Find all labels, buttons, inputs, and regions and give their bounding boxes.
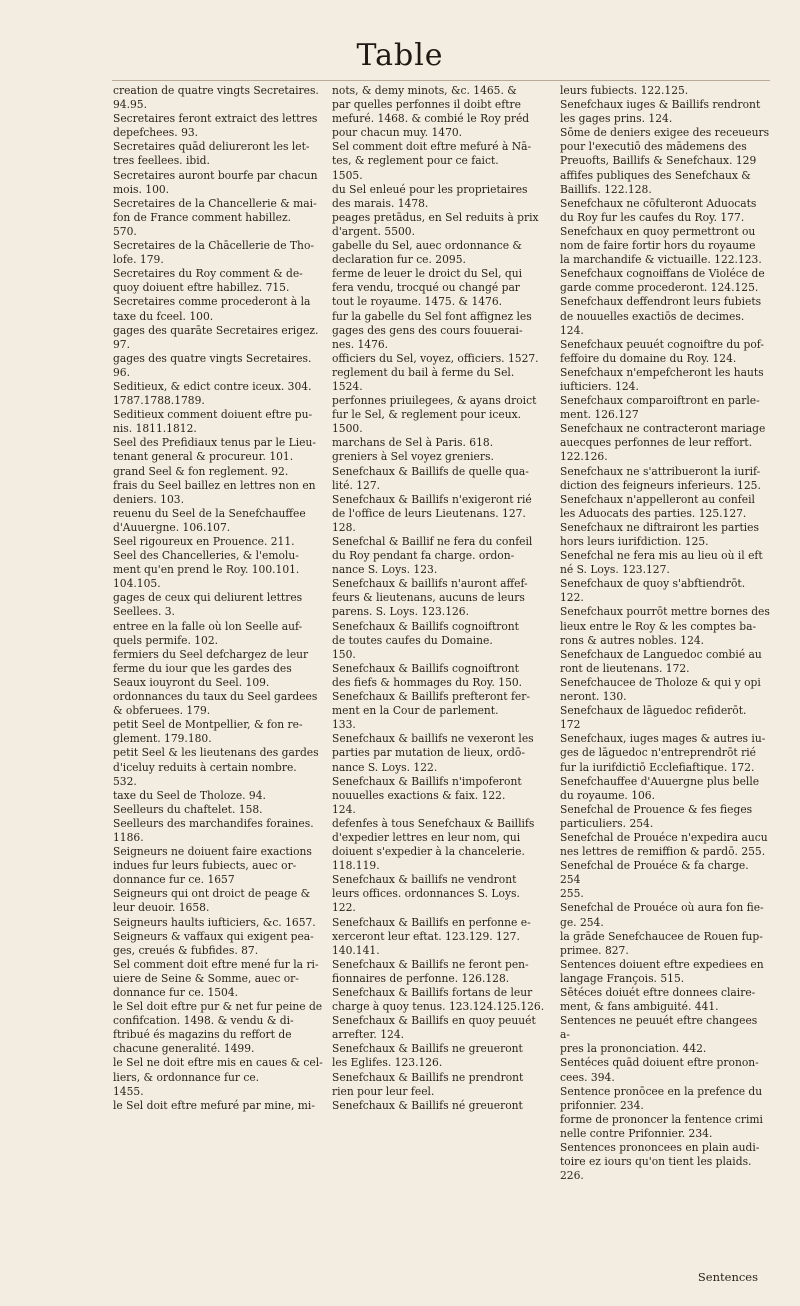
- index-entry-line: Seigneurs & vaffaux qui exigent pea-: [113, 929, 314, 943]
- index-entry-line: nelle contre Prifonnier. 234.: [560, 1126, 713, 1140]
- index-entry-line: Senefchaux & baillifs n'auront affef-: [332, 577, 528, 591]
- index-entry-line: Senefchaux comparoiftront en parle-: [560, 394, 760, 408]
- index-entry-line: Seigneurs qui ont droict de peage &: [113, 887, 311, 901]
- index-entry-line: toire ez iours qu'on tient les plaids.: [560, 1155, 752, 1169]
- index-entry-line: feurs & lieutenans, aucuns de leurs: [332, 591, 525, 605]
- index-entry-line: Senefchaux ne diftrairont les parties: [560, 520, 759, 534]
- index-entry-line: petit Seel de Montpellier, & fon re-: [113, 718, 303, 732]
- index-entry-line: ftribué és magazins du reffort de: [113, 1028, 292, 1042]
- index-entry-line: neront. 130.: [560, 690, 627, 704]
- index-entry-line: Senefchaux ne s'attribueront la iurif-: [560, 464, 761, 478]
- index-entry-line: Senefchaux, iuges mages & autres iu-: [560, 732, 766, 746]
- index-entry-line: tres feellees. ibid.: [113, 154, 210, 168]
- index-entry-line: fera vendu, trocqué ou changé par: [332, 281, 520, 295]
- index-entry-line: 104.105.: [113, 577, 161, 591]
- index-entry-line: de toutes caufes du Domaine.: [332, 633, 493, 647]
- index-entry-line: mefuré. 1468. & combié le Roy préd: [332, 112, 530, 126]
- index-entry-line: diction des feigneurs inferieurs. 125.: [560, 478, 761, 492]
- index-entry-line: Secretaires feront extraict des lettres: [113, 112, 318, 126]
- index-entry-line: ment en la Cour de parlement.: [332, 704, 499, 718]
- index-entry-line: Senefchaux & Baillifs ne prendront: [332, 1070, 524, 1084]
- index-entry-line: leurs fubiects. 122.125.: [560, 84, 689, 97]
- header-rule: [112, 80, 770, 81]
- index-entry-line: nance S. Loys. 123.: [332, 563, 438, 577]
- index-entry-line: perfonnes priuilegees, & ayans droict: [332, 394, 537, 408]
- index-entry-line: 1505.: [332, 168, 363, 182]
- index-entry-line: Seel des Prefidiaux tenus par le Lieu-: [113, 436, 316, 450]
- index-entry-line: taxe du fceel. 100.: [113, 309, 214, 323]
- index-column-1: [113, 84, 323, 1113]
- index-entry-line: glement. 179.180.: [113, 732, 212, 746]
- index-entry-line: pour l'executiō des mādemens des: [560, 140, 747, 154]
- index-entry-line: 255.: [560, 887, 584, 901]
- index-entry-line: ferme du iour que les gardes des: [113, 661, 292, 675]
- index-entry-line: liers, & ordonnance fur ce.: [113, 1070, 260, 1084]
- index-entry-line: Senefchaux de quoy s'abftiendrōt. 122.: [560, 577, 746, 605]
- index-entry-line: Sētéces doiuét eftre donnees claire-: [560, 986, 756, 999]
- index-entry-line: parens. S. Loys. 123.126.: [332, 605, 469, 619]
- index-entry-line: particuliers. 254.: [560, 816, 654, 830]
- index-entry-line: Sōme de deniers exigee des receueurs: [560, 126, 770, 140]
- index-entry-line: hors leurs iurifdiction. 125.: [560, 535, 709, 548]
- index-entry-line: Senefchaux & baillifs ne vendront: [332, 873, 517, 887]
- index-entry-line: entree en la falle où lon Seelle auf-: [113, 619, 303, 633]
- index-entry-line: gages des quarāte Secretaires erigez.: [113, 323, 319, 337]
- index-entry-line: 1500.: [332, 422, 363, 436]
- index-entry-line: primee. 827.: [560, 943, 629, 957]
- index-entry-line: ges de lāguedoc n'entreprendrōt rié: [560, 746, 756, 760]
- index-entry-line: Seditieux comment doiuent eftre pu-: [113, 408, 313, 422]
- index-entry-line: forme de prononcer la fentence crimi: [560, 1112, 763, 1126]
- index-entry-line: fon de France comment habillez.: [113, 210, 292, 224]
- index-entry-line: Senefchaux ne cōfulteront Aduocats: [560, 196, 757, 210]
- index-entry-line: 1186.: [113, 830, 144, 844]
- index-entry-line: ges, creués & fubfides. 87.: [113, 943, 259, 957]
- index-entry-line: confifcation. 1498. & vendu & di-: [113, 1014, 294, 1028]
- index-entry-line: 1455.: [113, 1084, 144, 1098]
- index-entry-line: Senefchaux & Baillifs n'impoferont: [332, 774, 522, 788]
- index-entry-line: Secretaires auront bourfe par chacun: [113, 168, 318, 182]
- index-entry-line: Senefchal de Prouéce n'expedira aucu: [560, 830, 768, 844]
- index-entry-line: 570.: [113, 224, 137, 238]
- index-entry-line: officiers du Sel, voyez, officiers. 1527.: [332, 351, 539, 365]
- index-entry-line: de l'office de leurs Lieutenans. 127.: [332, 506, 526, 520]
- index-entry-line: Seel rigoureux en Prouence. 211.: [113, 535, 295, 548]
- index-entry-line: du Roy pendant fa charge. ordon-: [332, 549, 515, 563]
- index-entry-line: fermiers du Seel defchargez de leur: [113, 647, 309, 661]
- index-entry-line: nots, & demy minots, &c. 1465. &: [332, 84, 517, 97]
- index-entry-line: Senefchal de Prouéce où aura fon fie-: [560, 901, 764, 915]
- index-entry-line: uiere de Seine & Somme, auec or-: [113, 971, 299, 985]
- index-entry-line: affifes publiques des Senefchaux &: [560, 168, 751, 182]
- index-entry-line: par quelles perfonnes il doibt eftre: [332, 98, 521, 112]
- index-entry-line: Seigneurs ne doiuent faire exactions: [113, 845, 312, 859]
- index-entry-line: Senefchaux n'empefcheront les hauts: [560, 365, 764, 379]
- index-entry-line: le Sel ne doit eftre mis en caues & cel-: [113, 1056, 323, 1070]
- index-entry-line: & obferuees. 179.: [113, 704, 211, 718]
- index-entry-line: 122.126.: [560, 450, 608, 464]
- index-entry-line: Senefchaux cognoiffans de Violéce de: [560, 267, 765, 281]
- index-entry-line: d'Auuergne. 106.107.: [113, 520, 231, 534]
- index-column-3: [560, 84, 770, 1183]
- index-entry-line: Senefchaux n'appelleront au confeil: [560, 492, 755, 506]
- index-entry-line: Sentence pronōcee en la prefence du: [560, 1084, 763, 1098]
- index-entry-line: feffoire du domaine du Roy. 124.: [560, 351, 737, 365]
- index-entry-line: nom de faire fortir hors du royaume: [560, 239, 756, 253]
- index-entry-line: Secretaires comme procederont à la: [113, 295, 311, 309]
- index-entry-line: Sel comment doit eftre mené fur la ri-: [113, 957, 319, 971]
- index-entry-line: d'expedier lettres en leur nom, qui: [332, 830, 521, 844]
- index-entry-line: Senefchaux peuuét cognoiftre du pof-: [560, 337, 764, 351]
- index-entry-line: né S. Loys. 123.127.: [560, 563, 670, 577]
- index-entry-line: creation de quatre vingts Secretaires.: [113, 84, 319, 97]
- index-entry-line: la marchandife & victuaille. 122.123.: [560, 253, 762, 267]
- index-entry-line: 532.: [113, 774, 137, 788]
- index-entry-line: nis. 1811.1812.: [113, 422, 197, 436]
- index-entry-line: d'iceluy reduits à certain nombre.: [113, 760, 297, 774]
- index-entry-line: tes, & reglement pour ce faict.: [332, 154, 499, 168]
- index-entry-line: 1524.: [332, 379, 363, 393]
- index-entry-line: Senefchaux & Baillifs ne greueront: [332, 1042, 523, 1056]
- index-entry-line: Senefchaux en quoy permettront ou: [560, 224, 756, 238]
- page-title: Table: [356, 38, 444, 73]
- index-entry-line: Seelleurs des marchandifes foraines.: [113, 816, 314, 830]
- index-entry-line: Secretaires du Roy comment & de-: [113, 267, 303, 281]
- index-entry-line: Senefchaux & Baillifs en quoy peuuét: [332, 1014, 536, 1028]
- index-entry-line: Senefchaux iuges & Baillifs rendront: [560, 98, 761, 112]
- index-entry-line: ferme de leuer le droict du Sel, qui: [332, 267, 523, 281]
- index-entry-line: gages de ceux qui deliurent lettres: [113, 591, 303, 605]
- index-entry-line: cees. 394.: [560, 1070, 615, 1084]
- index-entry-line: leur deuoir. 1658.: [113, 901, 210, 915]
- index-entry-line: langage François. 515.: [560, 971, 685, 985]
- index-entry-line: donnance fur ce. 1657: [113, 873, 235, 887]
- index-entry-line: d'argent. 5500.: [332, 224, 415, 238]
- index-entry-line: les gages prins. 124.: [560, 112, 673, 126]
- index-entry-line: parties par mutation de lieux, ordō-: [332, 746, 525, 760]
- index-entry-line: gages des quatre vingts Secretaires.: [113, 351, 312, 365]
- index-entry-line: Seditieux, & edict contre iceux. 304.: [113, 379, 312, 393]
- index-entry-line: doiuent s'expedier à la chancelerie.: [332, 845, 525, 859]
- index-entry-line: de nouuelles exactiōs de decimes. 124.: [560, 309, 745, 337]
- index-entry-line: ment. 126.127: [560, 408, 639, 422]
- index-entry-line: Sentences ne peuuét eftre changees a-: [560, 1014, 758, 1042]
- index-entry-line: Senefchaux deffendront leurs fubiets: [560, 295, 762, 309]
- index-entry-line: fur la gabelle du Sel font affignez les: [332, 309, 532, 323]
- index-entry-line: Sentences doiuent eftre expediees en: [560, 957, 764, 971]
- index-entry-line: tout le royaume. 1475. & 1476.: [332, 295, 503, 309]
- index-entry-line: Senefchaux & baillifs ne vexeront les: [332, 732, 534, 746]
- index-entry-line: tenant general & procureur. 101.: [113, 450, 294, 464]
- index-entry-line: Senefchaux ne contracteront mariage: [560, 422, 766, 436]
- index-entry-line: Preuofts, Baillifs & Senefchaux. 129: [560, 154, 757, 168]
- index-entry-line: Seellees. 3.: [113, 605, 175, 619]
- index-entry-line: gages des gens des cours fouuerai-: [332, 323, 523, 337]
- index-entry-line: rons & autres nobles. 124.: [560, 633, 705, 647]
- index-entry-line: fionnaires de perfonne. 126.128.: [332, 971, 510, 985]
- index-entry-line: Seel des Chancelleries, & l'emolu-: [113, 549, 299, 563]
- index-entry-line: Sentences prononcees en plain audi-: [560, 1141, 760, 1155]
- index-entry-line: Senefchaux pourrōt mettre bornes des: [560, 605, 770, 619]
- index-entry-line: Senefchaucee de Tholoze & qui y opi: [560, 675, 761, 689]
- index-entry-line: iufticiers. 124.: [560, 379, 639, 393]
- index-entry-line: Senefchaux & Baillifs n'exigeront rié: [332, 492, 532, 506]
- index-entry-line: quoy doiuent eftre habillez. 715.: [113, 281, 290, 295]
- index-entry-line: declaration fur ce. 2095.: [332, 253, 466, 267]
- index-column-2: [332, 84, 550, 1113]
- index-entry-line: ment, & fans ambiguité. 441.: [560, 1000, 719, 1014]
- index-entry-line: Senefchaux de Languedoc combié au: [560, 647, 762, 661]
- index-entry-line: Senefchauffee d'Auuergne plus belle: [560, 774, 760, 788]
- index-entry-line: Secretaires quād deliureront les let-: [113, 140, 310, 154]
- index-entry-line: les Eglifes. 123.126.: [332, 1056, 443, 1070]
- index-entry-line: ment qu'en prend le Roy. 100.101.: [113, 563, 300, 577]
- index-entry-line: chacune generalité. 1499.: [113, 1042, 255, 1056]
- index-entry-line: Senefchal & Baillif ne fera du confeil: [332, 535, 533, 548]
- index-entry-line: reglement du bail à ferme du Sel.: [332, 365, 515, 379]
- index-entry-line: les Aduocats des parties. 125.127.: [560, 506, 747, 520]
- index-entry-line: garde comme procederont. 124.125.: [560, 281, 759, 295]
- index-entry-line: Secretaires de la Chancellerie & mai-: [113, 196, 317, 210]
- index-entry-line: gabelle du Sel, auec ordonnance &: [332, 239, 522, 253]
- index-entry-line: 140.141.: [332, 943, 380, 957]
- index-entry-line: le Sel doit eftre mefuré par mine, mi-: [113, 1098, 315, 1112]
- index-entry-line: arrefter. 124.: [332, 1028, 405, 1042]
- index-entry-line: greniers à Sel voyez greniers.: [332, 450, 494, 464]
- index-entry-line: Senefchaux & Baillifs en perfonne e-: [332, 915, 531, 929]
- index-entry-line: leurs offices. ordonnances S. Loys.: [332, 887, 520, 901]
- index-entry-line: rien pour leur feel.: [332, 1084, 435, 1098]
- index-entry-line: Senefchal de Prouéce & fa charge. 254: [560, 859, 749, 887]
- index-entry-line: nes. 1476.: [332, 337, 389, 351]
- index-entry-line: 97.: [113, 337, 130, 351]
- index-entry-line: prifonnier. 234.: [560, 1098, 644, 1112]
- index-entry-line: Senefchaux & Baillifs né greueront: [332, 1098, 523, 1112]
- index-entry-line: des fiefs & hommages du Roy. 150.: [332, 675, 523, 689]
- catchword: Sentences: [697, 1270, 758, 1284]
- index-entry-line: fur le Sel, & reglement pour iceux.: [332, 408, 522, 422]
- index-entry-line: Baillifs. 122.128.: [560, 182, 652, 196]
- index-entry-line: Senefchaux de lāguedoc refiderōt. 172: [560, 704, 747, 732]
- index-entry-line: Senefchaux & Baillifs prefteront fer-: [332, 690, 530, 704]
- index-entry-line: frais du Seel baillez en lettres non en: [113, 478, 316, 492]
- index-entry-line: 124.: [332, 802, 356, 816]
- index-entry-line: lofe. 179.: [113, 253, 164, 267]
- index-entry-line: donnance fur ce. 1504.: [113, 986, 239, 999]
- index-entry-line: des marais. 1478.: [332, 196, 429, 210]
- index-entry-line: deniers. 103.: [113, 492, 184, 506]
- index-entry-line: Senefchaux & Baillifs cognoiftront: [332, 661, 519, 675]
- index-entry-line: Sel comment doit eftre mefuré à Nā-: [332, 140, 532, 154]
- index-entry-line: 128.: [332, 520, 356, 534]
- index-entry-line: charge à quoy tenus. 123.124.125.126.: [332, 1000, 545, 1014]
- index-entry-line: 1787.1788.1789.: [113, 394, 205, 408]
- index-entry-line: pres la prononciation. 442.: [560, 1042, 707, 1056]
- index-entry-line: Seelleurs du chaftelet. 158.: [113, 802, 263, 816]
- index-entry-line: mois. 100.: [113, 182, 170, 196]
- index-entry-line: nouuelles exactions & faix. 122.: [332, 788, 506, 802]
- index-entry-line: ge. 254.: [560, 915, 604, 929]
- index-entry-line: Senefchal ne fera mis au lieu où il eft: [560, 549, 763, 563]
- index-entry-line: petit Seel & les lieutenans des gardes: [113, 746, 319, 760]
- index-entry-line: peages pretādus, en Sel reduits à prix: [332, 210, 539, 224]
- index-entry-line: Seaux iouyront du Seel. 109.: [113, 675, 270, 689]
- index-entry-line: Sentéces quād doiuent eftre pronon-: [560, 1056, 759, 1070]
- index-entry-line: Senefchaux & Baillifs ne feront pen-: [332, 957, 529, 971]
- index-entry-line: grand Seel & fon reglement. 92.: [113, 464, 289, 478]
- index-entry-line: xerceront leur eftat. 123.129. 127.: [332, 929, 520, 943]
- index-entry-line: 150.: [332, 647, 356, 661]
- index-entry-line: Senefchaux & Baillifs cognoiftront: [332, 619, 519, 633]
- page-header: [0, 38, 800, 73]
- index-entry-line: le Sel doit eftre pur & net fur peine de: [113, 1000, 323, 1014]
- index-entry-line: Secretaires de la Chācellerie de Tho-: [113, 239, 314, 253]
- index-entry-line: 133.: [332, 718, 356, 732]
- index-entry-line: auecques perfonnes de leur reffort.: [560, 436, 753, 450]
- index-entry-line: Senefchaux & Baillifs de quelle qua-: [332, 464, 529, 478]
- index-entry-line: 96.: [113, 365, 130, 379]
- index-entry-line: nes lettres de remiffion & pardō. 255.: [560, 845, 766, 859]
- index-entry-line: lité. 127.: [332, 478, 381, 492]
- index-entry-line: 94.95.: [113, 98, 147, 112]
- index-entry-line: ront de lieutenans. 172.: [560, 661, 690, 675]
- index-entry-line: lieux entre le Roy & les comptes ba-: [560, 619, 757, 633]
- index-entry-line: taxe du Seel de Tholoze. 94.: [113, 788, 266, 802]
- index-entry-line: Senefchaux & Baillifs fortans de leur: [332, 986, 533, 999]
- index-entry-line: du Sel enleué pour les proprietaires: [332, 182, 528, 196]
- index-entry-line: indues fur leurs fubiects, auec or-: [113, 859, 297, 873]
- index-entry-line: Senefchal de Prouence & fes fieges: [560, 802, 753, 816]
- index-entry-line: la grāde Senefchaucee de Rouen fup-: [560, 929, 763, 943]
- index-entry-line: fur la iurifdictiō Ecclefiaftique. 172.: [560, 760, 755, 774]
- index-entry-line: pour chacun muy. 1470.: [332, 126, 463, 140]
- index-entry-line: du Roy fur les caufes du Roy. 177.: [560, 210, 745, 224]
- index-entry-line: 122.: [332, 901, 356, 915]
- index-entry-line: du royaume. 106.: [560, 788, 656, 802]
- index-entry-line: 118.119.: [332, 859, 380, 873]
- index-entry-line: reuenu du Seel de la Senefchauffee: [113, 506, 306, 520]
- index-entry-line: ordonnances du taux du Seel gardees: [113, 690, 318, 704]
- index-entry-line: depefchees. 93.: [113, 126, 199, 140]
- index-entry-line: 226.: [560, 1169, 584, 1183]
- index-entry-line: nance S. Loys. 122.: [332, 760, 438, 774]
- index-entry-line: defenfes à tous Senefchaux & Baillifs: [332, 816, 535, 830]
- index-entry-line: quels permife. 102.: [113, 633, 219, 647]
- index-entry-line: marchans de Sel à Paris. 618.: [332, 436, 494, 450]
- index-entry-line: Seigneurs haults iufticiers, &c. 1657.: [113, 915, 316, 929]
